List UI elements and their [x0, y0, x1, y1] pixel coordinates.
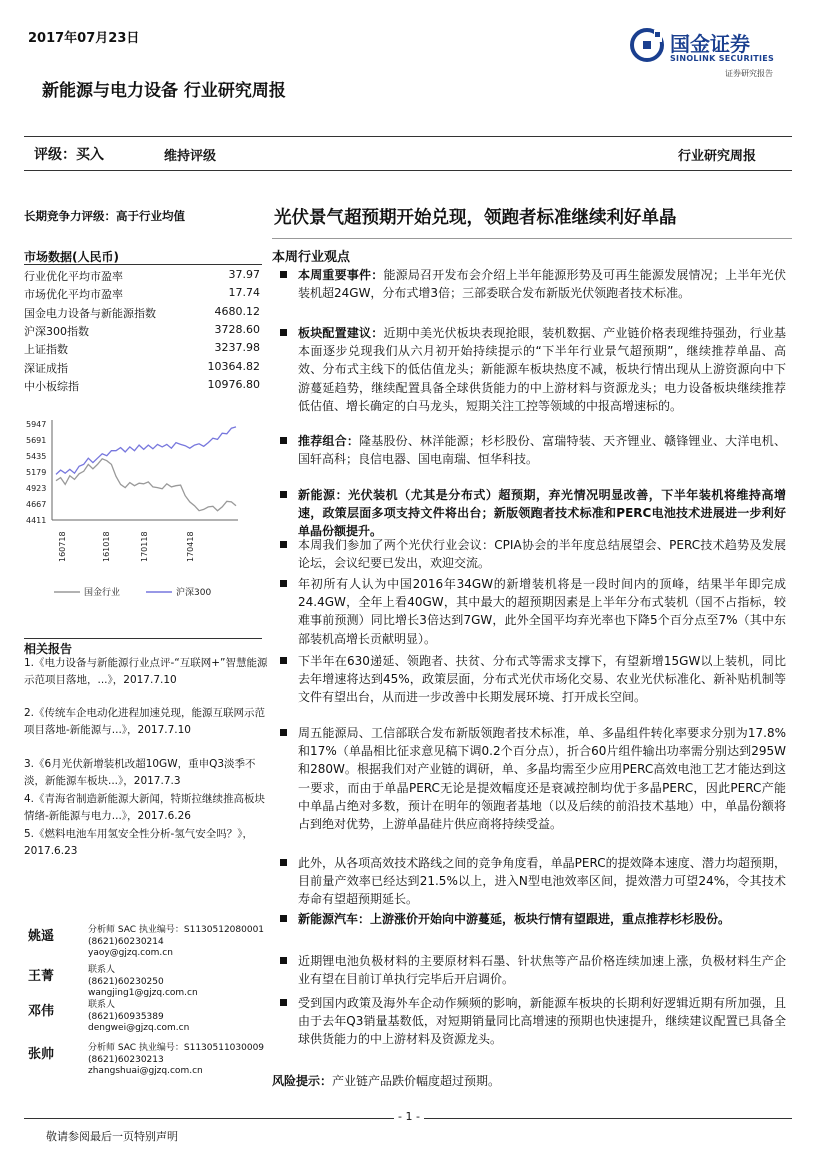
bullet-square-icon: [280, 859, 287, 866]
market-label: 市场优化平均市盈率: [24, 288, 123, 302]
analyst-name: 邓伟: [28, 1004, 55, 1019]
market-label: 深证成指: [24, 361, 68, 375]
analyst-info: 联系人 (8621)60230250 wangjing1@gjzq.com.cn: [88, 965, 198, 998]
brand-en: SINOLINK SECURITIES: [670, 54, 775, 63]
analyst-info: 分析师 SAC 执业编号：S1130511030009 (8621)60230213 zhangshuai@gjzq.com.cn: [88, 1043, 265, 1076]
chart-legend-hs300: 沪深300: [176, 588, 212, 598]
bullet-square-icon: [280, 491, 287, 498]
analyst-name: 姚遥: [28, 929, 55, 944]
viewpoint-item: [276, 324, 786, 415]
section-title: 本周行业观点: [272, 250, 351, 265]
header-rule-bottom: [24, 170, 792, 171]
market-value: 4680.12: [214, 304, 260, 318]
analyst-name: 张帅: [28, 1047, 55, 1062]
market-value: 10364.82: [207, 359, 260, 373]
report-title: 新能源与电力设备 行业研究周报: [42, 81, 286, 101]
related-reports-title: 相关报告: [24, 642, 73, 656]
viewpoint-text: 年初所有人认为中国2016年34GW的新增装机将是一段时间内的顶峰，结果半年即完成24.4GW，全年上看40GW，其中最大的超预期因素是上半年分布式装机（国不占指标，较难事前预测）同比增长3倍达到7GW，此外全国平均弃光率也下降5个百分点至7%（其中东部装机高增长贡献明显）。: [298, 577, 786, 646]
chart-series-industry: [56, 459, 236, 511]
market-data-title: 市场数据(人民币): [24, 250, 119, 264]
analyst-card: [24, 1000, 274, 1040]
index-chart-svg: [24, 412, 269, 612]
long-term-rating: 长期竞争力评级：高于行业均值: [24, 209, 185, 223]
brand-sub: 证券研究报告: [725, 69, 773, 78]
sinolink-logo-icon: [630, 28, 664, 62]
viewpoint-text: 近期中美光伏板块表现抢眼，装机数据、产业链价格表现维持强劲，行业基本面逐步兑现我们从六月初开始持续提示的“下半年行业景气超预期”，继续推荐单晶、高效、分布式主线下的低估值龙头；新能源车板块热度不减，板块行情出现从上游资源向中下游蔓延趋势，继续配置具备全球供货能力的中上游材料与资源龙头；电力设备板块继续推荐低估值、增长确定的白马龙头，短期关注工控等领域的中报高增速标的。: [298, 326, 786, 413]
bullet-square-icon: [280, 329, 287, 336]
market-value: 3237.98: [214, 341, 260, 355]
market-row: [24, 268, 260, 284]
market-value: 17.74: [228, 286, 260, 300]
chart-y-tick-label: 4411: [26, 516, 47, 525]
viewpoint-text: 周五能源局、工信部联合发布新版领跑者技术标准，单、多晶组件转化率要求分别为17.8%和17%（单晶相比征求意见稿下调0.2个百分点），折合60片组件输出功率需分别达到295W和280W。根据我们对产业链的调研，单、多晶均需至少应用PERC高效电池工艺才能达到这一要求，而由于单晶PERC无论是提效幅度还是衰减控制均优于多晶PERC，因此PERC产能中单晶占绝对多数，预计在明年的领跑者基地（以及后续的前沿技术基地）中，单晶份额将占到绝对优势，上游单晶硅片供应商将持续受益。: [298, 726, 786, 832]
bullet-square-icon: [280, 957, 287, 964]
page-number: - 1 -: [394, 1110, 424, 1123]
viewpoint-item: [276, 536, 786, 572]
market-value: 3728.60: [214, 322, 260, 336]
analyst-card: [24, 965, 274, 1005]
report-type: 行业研究周报: [678, 149, 757, 164]
viewpoint-item: [276, 994, 786, 1049]
market-label: 行业优化平均市盈率: [24, 270, 123, 283]
bullet-square-icon: [280, 271, 287, 278]
viewpoint-text: 能源局召开发布会介绍上半年能源形势及可再生能源发展情况；上半年光伏装机超24GW，分布式增3倍；三部委联合发布新版光伏领跑者技术标准。: [298, 268, 786, 301]
chart-x-tick-label: 170418: [186, 531, 195, 562]
viewpoint-lead: 新能源：光伏装机（尤其是分布式）超预期，弃光情况明显改善，下半年装机将维持高增速，政策层面多项支持文件将出台；新版领跑者技术标准和PERC电池技术进展进一步利好单晶份额提升。: [298, 488, 786, 539]
viewpoint-item: [276, 266, 786, 302]
risk-warning: [272, 1072, 500, 1089]
viewpoint-item: [276, 724, 786, 833]
market-label: 中小板综指: [24, 379, 79, 393]
analyst-name: 王菁: [28, 969, 55, 984]
market-row: [24, 323, 260, 339]
viewpoint-item: [276, 652, 786, 707]
market-label: 沪深300指数: [24, 324, 89, 338]
market-row: [24, 286, 260, 302]
viewpoint-item: [276, 952, 786, 988]
viewpoint-item: [276, 575, 786, 648]
report-date: 2017年07月23日: [28, 31, 140, 46]
related-report-item[interactable]: 4.《青海省制造新能源大新闻，特斯拉继续推高板块情绪-新能源与电力...》，2017.6.26: [24, 793, 266, 822]
viewpoint-text: 近期锂电池负极材料的主要原材料石墨、针状焦等产品价格连续加速上涨，负极材料生产企业有望在目前订单执行完毕后开启调价。: [298, 954, 786, 987]
analyst-info: 分析师 SAC 执业编号：S1130512080001 (8621)60230214 yaoy@gjzq.com.cn: [88, 925, 265, 958]
related-report-item[interactable]: 2.《传统车企电动化进程加速兑现，能源互联网示范项目落地-新能源与...》，2017.7.10: [24, 707, 266, 736]
viewpoint-item: [276, 910, 786, 928]
related-report-item[interactable]: 5.《燃料电池车用氢安全性分析-氢气安全吗？》，2017.6.23: [24, 828, 254, 857]
bullet-square-icon: [280, 437, 287, 444]
chart-x-tick-label: 161018: [102, 531, 111, 562]
headline: 光伏景气超预期开始兑现，领跑者标准继续利好单晶: [274, 208, 677, 228]
viewpoint-item: [276, 432, 786, 468]
viewpoint-lead: 板块配置建议：: [298, 326, 384, 340]
viewpoint-lead: 推荐组合：: [298, 434, 360, 448]
index-chart: [24, 412, 269, 612]
market-label: 上证指数: [24, 343, 68, 357]
related-rule: [24, 638, 262, 639]
chart-series-hs300: [56, 427, 236, 475]
viewpoint-item: [276, 486, 786, 541]
bullet-square-icon: [280, 999, 287, 1006]
rating-label: 评级：买入: [34, 147, 104, 163]
chart-x-tick-label: 160718: [58, 531, 67, 562]
chart-y-tick-label: 5947: [26, 420, 47, 429]
viewpoint-text: 隆基股份、林洋能源；杉杉股份、富瑞特装、天齐锂业、赣锋锂业、大洋电机、国轩高科；良信电器、国电南瑞、恒华科技。: [298, 434, 786, 467]
chart-y-tick-label: 5435: [26, 452, 47, 461]
market-data-rule: [24, 264, 262, 265]
bullet-square-icon: [280, 541, 287, 548]
viewpoint-item: [276, 854, 786, 909]
market-label: 国金电力设备与新能源指数: [24, 306, 156, 320]
chart-y-tick-label: 4923: [26, 484, 47, 493]
chart-legend-industry: 国金行业: [84, 588, 121, 598]
rating-maintain: 维持评级: [164, 149, 217, 164]
market-value: 10976.80: [207, 377, 260, 391]
headline-rule: [272, 238, 792, 239]
brand-logo: [630, 24, 790, 84]
bullet-square-icon: [280, 580, 287, 587]
viewpoint-text: 下半年在630递延、领跑者、扶贫、分布式等需求支撑下，有望新增15GW以上装机，同比去年增速将达到45%，政策层面，分布式光伏市场化交易、农业光伏标准化、新补贴机制等文件有望出台，从而进一步改善中长期发展环境、打开成长空间。: [298, 654, 786, 705]
bullet-square-icon: [280, 729, 287, 736]
viewpoint-text: 本周我们参加了两个光伏行业会议：CPIA协会的半年度总结展望会、PERC技术趋势及发展论坛，会议纪要已发出，欢迎交流。: [298, 538, 786, 571]
risk-label: 风险提示：: [272, 1074, 333, 1088]
header-rule-top: [24, 136, 792, 137]
chart-y-tick-label: 4667: [26, 500, 47, 509]
risk-text: 产业链产品跌价幅度超过预期。: [332, 1074, 501, 1088]
market-row: [24, 305, 260, 321]
analyst-card: [24, 925, 274, 965]
market-row: [24, 360, 260, 376]
chart-x-tick-label: 170118: [140, 531, 149, 562]
bullet-square-icon: [280, 915, 287, 922]
related-report-item[interactable]: 1.《电力设备与新能源行业点评-“互联网+”智慧能源示范项目落地，...》，2017.7.10: [24, 657, 268, 686]
market-row: [24, 378, 260, 394]
viewpoint-text: 此外，从各项高效技术路线之间的竞争角度看，单晶PERC的提效降本速度、潜力均超预期，目前量产效率已经达到21.5%以上，进入N型电池效率区间，提效潜力可望24%，令其技术寿命有望超预期延长。: [298, 856, 786, 907]
disclaimer: 敬请参阅最后一页特别声明: [46, 1130, 178, 1143]
related-report-item[interactable]: 3.《6月光伏新增装机改超10GW，重申Q3淡季不淡，新能源车板块...》，2017.7.3: [24, 758, 256, 787]
viewpoint-lead: 新能源汽车：上游涨价开始向中游蔓延，板块行情有望跟进，重点推荐杉杉股份。: [298, 912, 731, 926]
analyst-info: 联系人 (8621)60935389 dengwei@gjzq.com.cn: [88, 1000, 190, 1033]
brand-cn: 国金证券: [670, 32, 750, 56]
market-value: 37.97: [228, 268, 260, 281]
chart-y-tick-label: 5691: [26, 436, 47, 445]
market-row: [24, 341, 260, 357]
viewpoint-lead: 本周重要事件：: [298, 268, 384, 282]
bullet-square-icon: [280, 657, 287, 664]
analyst-card: [24, 1043, 274, 1083]
viewpoint-text: 受到国内政策及海外车企动作频频的影响，新能源车板块的长期利好逻辑近期有所加强，且由于去年Q3销量基数低，对短期销量同比高增速的预期也快速提升，继续建议配置已具备全球供货能力的中上游材料及资源龙头。: [298, 996, 786, 1047]
chart-y-tick-label: 5179: [26, 468, 47, 477]
